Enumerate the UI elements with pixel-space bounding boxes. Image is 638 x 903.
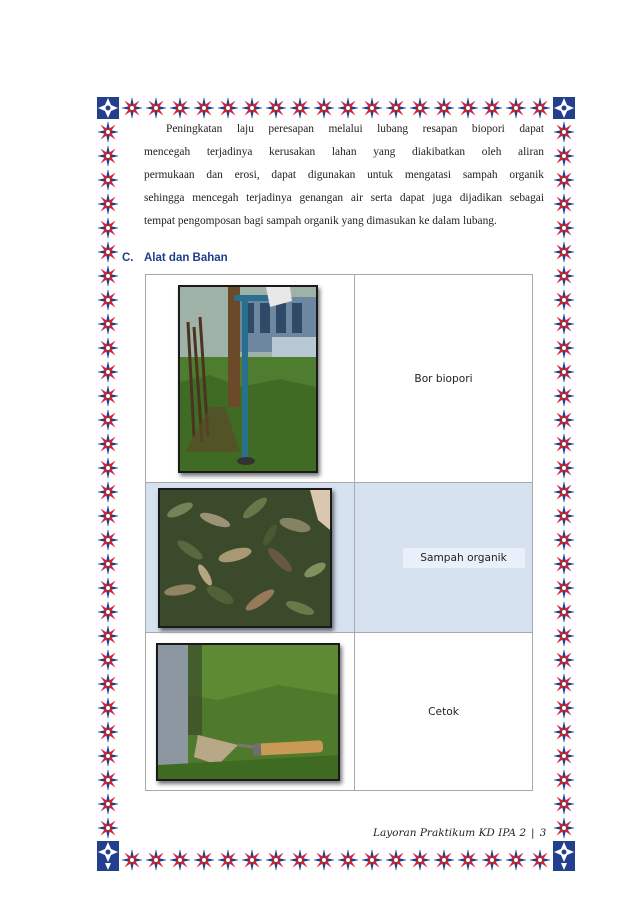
border-star-icon <box>385 97 407 119</box>
label-cell <box>355 275 533 483</box>
border-star-icon <box>193 97 215 119</box>
table-row <box>146 275 533 483</box>
border-star-icon <box>289 849 311 871</box>
border-star-icon <box>553 217 575 239</box>
border-star-icon <box>97 769 119 791</box>
border-star-icon <box>361 97 383 119</box>
paragraph-line: tempat pengomposan bagi sampah organik yang dimasukan ke dalam lubang. <box>144 215 497 227</box>
tools-materials-table <box>145 274 533 791</box>
border-star-icon <box>385 849 407 871</box>
paragraph-line: Peningkatan laju peresapan melalui lubang resapan biopori dapat <box>166 123 544 135</box>
organic-waste-photo-icon <box>158 488 332 628</box>
border-star-icon <box>481 849 503 871</box>
border-star-icon <box>145 849 167 871</box>
border-star-icon <box>97 817 119 839</box>
border-star-icon <box>97 673 119 695</box>
border-star-icon <box>409 849 431 871</box>
border-star-icon <box>97 721 119 743</box>
border-star-icon <box>553 481 575 503</box>
section-title: Alat dan Bahan <box>144 252 228 264</box>
border-star-icon <box>361 849 383 871</box>
border-star-icon <box>553 97 575 119</box>
border-star-icon <box>97 169 119 191</box>
border-star-icon <box>553 649 575 671</box>
border-star-icon <box>481 97 503 119</box>
border-star-icon <box>553 121 575 143</box>
border-star-icon <box>97 457 119 479</box>
border-star-icon <box>97 385 119 407</box>
border-star-icon <box>337 849 359 871</box>
border-star-icon <box>553 241 575 263</box>
paragraph-line: sehingga mencegah terjadinya genangan air serta dapat juga dijadikan sebagai <box>144 192 544 204</box>
border-star-icon <box>553 625 575 647</box>
border-star-icon <box>553 529 575 551</box>
border-star-icon <box>97 217 119 239</box>
border-star-icon <box>145 97 167 119</box>
border-star-icon <box>97 121 119 143</box>
page-footer <box>373 827 546 839</box>
border-star-icon <box>553 553 575 575</box>
border-star-icon <box>97 601 119 623</box>
border-star-icon <box>217 849 239 871</box>
border-star-icon <box>289 97 311 119</box>
border-star-icon <box>97 289 119 311</box>
biopori-drill-photo-icon <box>178 285 318 473</box>
border-star-icon <box>97 313 119 335</box>
border-star-icon <box>553 721 575 743</box>
border-star-icon <box>97 505 119 527</box>
border-star-icon <box>313 849 335 871</box>
border-star-icon <box>337 97 359 119</box>
border-star-icon <box>553 457 575 479</box>
image-cell <box>146 275 355 483</box>
border-star-icon <box>265 97 287 119</box>
border-star-icon <box>97 145 119 167</box>
border-star-icon <box>241 97 263 119</box>
border-star-icon <box>553 265 575 287</box>
border-star-icon <box>97 649 119 671</box>
border-star-icon <box>553 577 575 599</box>
border-star-icon <box>265 849 287 871</box>
border-star-icon <box>505 849 527 871</box>
border-star-icon <box>97 361 119 383</box>
border-star-icon <box>97 793 119 815</box>
border-star-icon <box>97 193 119 215</box>
border-star-icon <box>97 697 119 719</box>
border-star-icon <box>313 97 335 119</box>
paragraph-line: permukaan dan erosi, dapat digunakan untuk mengatasi sampah organik <box>144 169 544 181</box>
table-row <box>146 633 533 791</box>
border-star-icon <box>553 337 575 359</box>
border-star-icon <box>553 385 575 407</box>
border-star-icon <box>97 529 119 551</box>
border-star-icon <box>97 433 119 455</box>
border-star-icon <box>97 409 119 431</box>
border-star-icon <box>121 849 143 871</box>
item-label: Cetok <box>428 705 459 718</box>
border-star-icon <box>553 673 575 695</box>
border-star-icon <box>553 505 575 527</box>
border-star-icon <box>553 193 575 215</box>
border-star-icon <box>97 841 119 863</box>
border-star-icon <box>97 577 119 599</box>
border-star-icon <box>433 849 455 871</box>
border-star-icon <box>97 241 119 263</box>
border-star-icon <box>553 841 575 863</box>
border-star-icon <box>193 849 215 871</box>
border-star-icon <box>553 817 575 839</box>
border-star-icon <box>553 433 575 455</box>
border-star-icon <box>217 97 239 119</box>
border-star-icon <box>553 289 575 311</box>
decorative-border-right <box>552 96 576 872</box>
border-star-icon <box>457 849 479 871</box>
border-star-icon <box>553 169 575 191</box>
image-cell <box>146 633 355 791</box>
footer-title: Layoran Praktikum KD IPA 2 <box>373 827 527 839</box>
border-star-icon <box>97 625 119 647</box>
border-star-icon <box>457 97 479 119</box>
border-star-icon <box>433 97 455 119</box>
label-cell <box>355 483 533 633</box>
border-star-icon <box>97 481 119 503</box>
trowel-photo-icon <box>156 643 340 781</box>
border-star-icon <box>553 313 575 335</box>
border-star-icon <box>409 97 431 119</box>
decorative-border-bottom <box>96 848 576 872</box>
border-star-icon <box>97 745 119 767</box>
border-star-icon <box>97 337 119 359</box>
item-label: Sampah organik <box>403 548 525 568</box>
border-star-icon <box>553 793 575 815</box>
label-cell <box>355 633 533 791</box>
border-star-icon <box>169 849 191 871</box>
border-star-icon <box>553 697 575 719</box>
table-row <box>146 483 533 633</box>
border-star-icon <box>169 97 191 119</box>
border-star-icon <box>553 145 575 167</box>
section-number: C. <box>122 252 134 264</box>
border-star-icon <box>553 745 575 767</box>
page-number: 3 <box>539 827 547 839</box>
border-star-icon <box>121 97 143 119</box>
intro-paragraph <box>144 118 544 233</box>
image-cell <box>146 483 355 633</box>
border-star-icon <box>553 769 575 791</box>
border-star-icon <box>97 265 119 287</box>
border-star-icon <box>529 849 551 871</box>
border-star-icon <box>529 97 551 119</box>
paragraph-line: mencegah terjadinya kerusakan lahan yang diakibatkan oleh aliran <box>144 146 544 158</box>
decorative-border-top <box>96 96 576 120</box>
item-label: Bor biopori <box>414 372 473 385</box>
border-star-icon <box>97 553 119 575</box>
border-star-icon <box>553 601 575 623</box>
border-star-icon <box>505 97 527 119</box>
section-heading <box>122 252 228 264</box>
border-star-icon <box>97 97 119 119</box>
border-star-icon <box>553 361 575 383</box>
border-star-icon <box>241 849 263 871</box>
footer-separator: | <box>531 827 535 839</box>
border-star-icon <box>553 409 575 431</box>
decorative-border-left <box>96 96 120 872</box>
